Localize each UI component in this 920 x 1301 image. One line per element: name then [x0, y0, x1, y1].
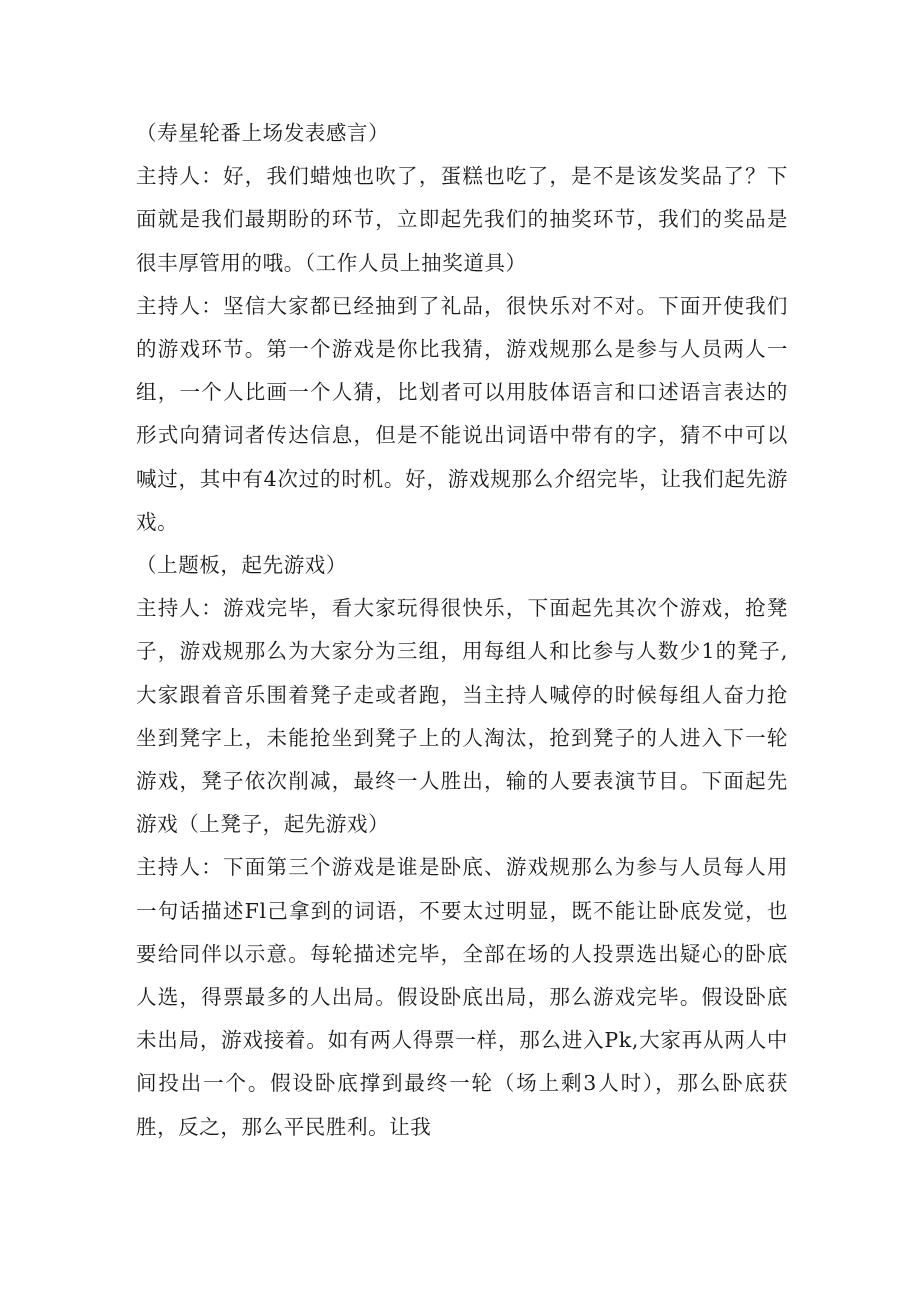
document-body [136, 112, 788, 1149]
stage-direction-start-charades: （上题板，起先游戏） [136, 553, 347, 578]
stage-direction-birthday-speech: （寿星轮番上场发表感言） [136, 121, 390, 145]
host-speech-prize-draw: 主持人：好，我们蜡烛也吹了，蛋糕也吃了，是不是该发奖品了？下面就是我们最期盼的环节，立即起先我们的抽奖环节，我们的奖品是很丰厚管用的哦。（工作人员上抽奖道具） [136, 164, 788, 275]
host-speech-musical-chairs: 主持人：游戏完毕，看大家玩得很快乐，下面起先其次个游戏，抢凳子，游戏规那么为大家分为三组，用每组人和比参与人数少1的凳子,大家跟着音乐围着凳子走或者跑，当主持人喊停的时候每组人奋力抢坐到凳字上，未能抢坐到凳子上的人淘汰，抢到凳子的人进入下一轮游戏，凳子依次削减，最终一人胜出，输的人要表演节目。下面起先游戏（上凳子，起先游戏） [136, 596, 788, 837]
host-speech-charades-game: 主持人：坚信大家都已经抽到了礼品，很快乐对不对。下面开使我们的游戏环节。第一个游戏是你比我猜，游戏规那么是参与人员两人一组，一个人比画一个人猜，比划者可以用肢体语言和口述语言表达的形式向猜词者传达信息，但是不能说出词语中带有的字，猜不中可以喊过，其中有4次过的时机。好，游戏规那么介绍完毕，让我们起先游戏。 [136, 293, 788, 534]
host-speech-undercover-game: 主持人：下面第三个游戏是谁是卧底、游戏规那么为参与人员每人用一句话描述Fl己拿到的词语，不要太过明显，既不能让卧底发觉，也要给同伴以示意。每轮描述完毕，全部在场的人投票选出疑心的卧底人选，得票最多的人出局。假设卧底出局，那么游戏完毕。假设卧底未出局，游戏接着。如有两人得票一样，那么进入Pk,大家再从两人中间投出一个。假设卧底撑到最终一轮（场上剩3人时），那么卧底获胜，反之，那么平民胜利。让我 [136, 855, 788, 1139]
